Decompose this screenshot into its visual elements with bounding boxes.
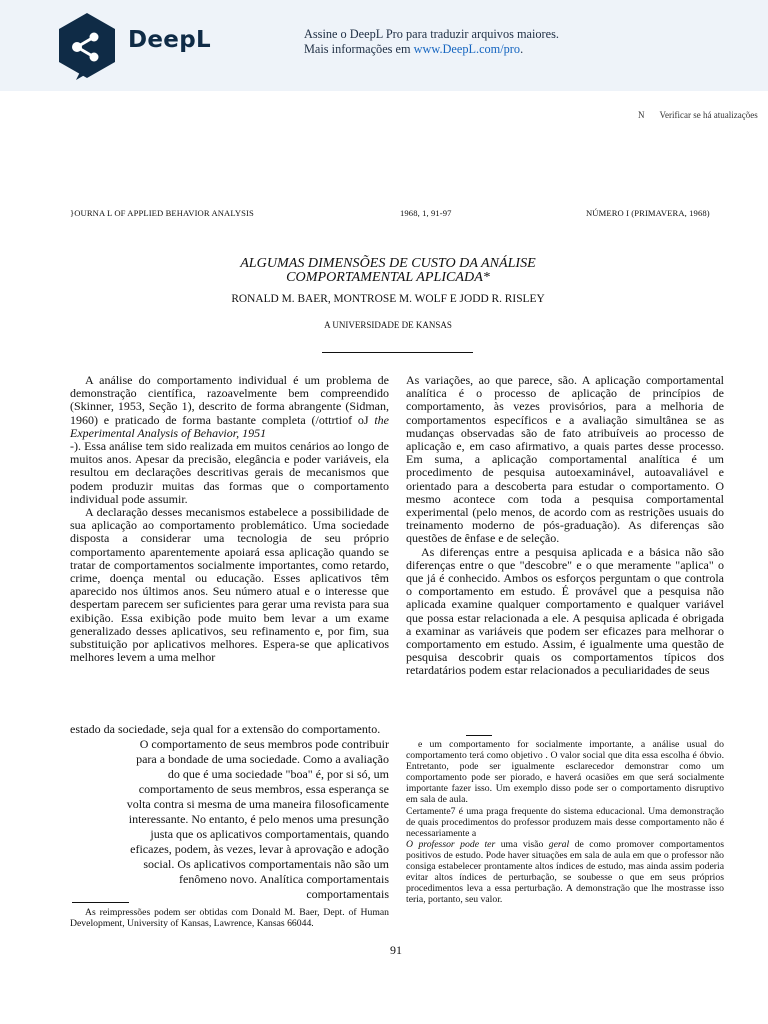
promo-prefix: Mais informações em bbox=[304, 42, 414, 56]
left-p3-line: O comportamento de seus membros pode contribuir bbox=[139, 737, 389, 751]
left-p3-line: social. Os aplicativos comportamentais não são um bbox=[143, 857, 389, 871]
left-paragraph-2-tail: estado da sociedade, seja qual for a extensão do comportamento. bbox=[70, 722, 381, 736]
right-note-2: Certamente7 é uma praga frequente do sistema educacional. Uma demonstração de quais procedimentos do professor produzem mais desse comportamento não é necessariamente a bbox=[406, 805, 724, 839]
left-paragraph-1 bbox=[70, 374, 389, 440]
left-p3-line: comportamentais bbox=[306, 887, 389, 901]
deepl-logo-icon bbox=[56, 12, 118, 80]
footnote bbox=[70, 907, 389, 929]
right-column bbox=[406, 374, 724, 678]
right-note-3-rest: de como promover comportamentos positivos de estudo. Pode haver situações em sala de aula em que o professor não consiga estabelecer prontamente altos índices de estudo, mas ainda assim poderia evitar altos índices de perturbação, se soubesse o que em seus próprios procedimentos leva a essa perturbação. A demonstração que lhe mostrasse isso teria, portanto, seu valor. bbox=[406, 838, 724, 906]
left-p1-italic: the Experimental Analysis of Behavior, 1951 bbox=[70, 412, 389, 440]
left-paragraph-1-cont: -). Essa análise tem sido realizada em muitos cenários ao longo de muitos anos. Apesar da precisão, elegância e poder variáveis, ela resultou em declarações descritivas gerais de mecanismos que podem produzir muitas das formas que o comportamento individual pode assumir. bbox=[70, 439, 389, 506]
promo-line-1: Assine o DeepL Pro para traduzir arquivos maiores. bbox=[304, 27, 559, 41]
update-letter: N bbox=[638, 110, 645, 120]
journal-number: NÚMERO I (PRIMAVERA, 1968) bbox=[586, 208, 710, 218]
right-paragraph-1: As variações, ao que parece, são. A aplicação comportamental analítica é o processo de aplicação de princípios de comportamento, às vezes provisórios, para a melhoria de comportamentos específicos e a avaliação simultânea se as mudanças observadas são de fato atribuíveis ao processo de aplicação e, em caso afirmativo, a quais partes desse processo. Em suma, a aplicação comportamental analítica é um procedimento de pesquisa autoexaminável, autoavaliável e orientado para a descoberta para estudar o comportamento. O mesmo acontece com toda a pesquisa comportamental experimental (pelo menos, de acordo com as restrições usuais do treinamento moderno de pós-graduação). As diferenças são questões de ênfase e de seleção. bbox=[406, 373, 724, 546]
journal-volume: 1968, 1, 91-97 bbox=[400, 208, 452, 218]
right-note-3-italic: O professor pode ter bbox=[406, 838, 496, 850]
right-note-3 bbox=[406, 839, 724, 906]
deepl-pro-link[interactable]: www.DeepL.com/pro bbox=[413, 42, 521, 56]
deepl-banner bbox=[0, 0, 768, 91]
left-p3-line: fenômeno novo. Analítica comportamentais bbox=[179, 872, 389, 886]
right-paragraph-2: As diferenças entre a pesquisa aplicada e a básica não são diferenças entre o que "descobre" e o que meramente "aplica" o que já é conhecido. Ambos os esforços perguntam o que controla o comportamento em estudo. É provável que a pesquisa não aplicada examine qualquer comportamento e qualquer variável que possa estar relacionada a ele. A pesquisa aplicada é obrigada a examinar as variáveis que podem ser eficazes para melhorar o comportamento em estudo. Assim, é igualmente uma questão de pesquisa descobrir quais os comportamentos típicos dos retardatários podem estar relacionados a peculiaridades de seus bbox=[406, 544, 724, 678]
deepl-logo-text: DeepL bbox=[128, 27, 211, 53]
page-number: 91 bbox=[390, 943, 402, 957]
article-university: A UNIVERSIDADE DE KANSAS bbox=[324, 320, 452, 330]
left-p3-line: volta contra si mesma de uma maneira filosoficamente bbox=[126, 797, 389, 811]
article-title-line-2: COMPORTAMENTAL APLICADA* bbox=[286, 269, 490, 285]
title-divider bbox=[322, 352, 473, 353]
left-p1-text: A análise do comportamento individual é um problema de demonstração científica, razoavelmente bem compreendido (Skinner, 1953, Seção 1), descrito de forma abrangente (Sidman, 1960) e praticado de forma bastante completa (/ottrtiof oJ bbox=[70, 373, 389, 427]
footnote-text: As reimpressões podem ser obtidas com Donald M. Baer, Dept. of Human Development, University of Kansas, Lawrence, Kansas 66044. bbox=[70, 907, 389, 930]
promo-message bbox=[304, 27, 559, 57]
right-note-1: e um comportamento for socialmente importante, a análise usual do comportamento terá como objetivo . O valor social que dita essa escolha é óbvio. Entretanto, pode ser igualmente esclarecedor demonstrar como um comportamento pode ser piorado, e haverá ocasiões em que será socialmente importante fazer isso. Um exemplo disso pode ser o comportamento disruptivo em sala de aula. bbox=[406, 739, 724, 806]
left-p3-line: comportamento de seus membros, essa esperança se bbox=[138, 782, 389, 796]
right-note-3-mid: uma visão bbox=[495, 838, 549, 850]
promo-suffix: . bbox=[520, 42, 524, 56]
left-p3-line: do que é uma sociedade "boa" é, por si só, um bbox=[167, 767, 389, 781]
article-title-line-1: ALGUMAS DIMENSÕES DE CUSTO DA ANÁLISE bbox=[240, 255, 536, 271]
right-notes bbox=[406, 739, 724, 905]
update-check[interactable] bbox=[638, 110, 758, 120]
left-p3-line: eficazes, podem, às vezes, levar à aprovação e adoção bbox=[130, 842, 389, 856]
promo-line-2 bbox=[304, 42, 559, 57]
article-authors: RONALD M. BAER, MONTROSE M. WOLF E JODD R. RISLEY bbox=[231, 293, 545, 305]
left-paragraph-3 bbox=[66, 737, 389, 902]
left-paragraph-2: A declaração desses mecanismos estabelece a possibilidade de sua aplicação ao comportamento problemático. Uma sociedade disposta a considerar uma tecnologia de seu próprio comportamento aparentemente apoiará essa aplicação quando se tratar de comportamentos socialmente importantes, como retardo, crime, doença mental ou educação. Esses aplicativos têm aparecido nos últimos anos. Seu número atual e o interesse que despertam parecem ser suficientes para gerar uma revista para sua exibição. Essa exibição pode muito bem levar a um exame generalizado desses aplicativos, seu refinamento e, por fim, sua substituição por aplicativos melhores. Espera-se que aplicativos melhores levem a uma melhor bbox=[70, 505, 389, 665]
right-note-3-italic-2: geral bbox=[548, 838, 570, 850]
journal-name: }OURNA L OF APPLIED BEHAVIOR ANALYSIS bbox=[70, 208, 254, 218]
left-p3-line: para a bondade de uma sociedade. Como a avaliação bbox=[136, 752, 389, 766]
footnote-divider bbox=[72, 902, 129, 903]
right-note-divider bbox=[466, 735, 492, 736]
update-check-label[interactable]: Verificar se há atualizações bbox=[659, 110, 758, 120]
left-p3-line: interessante. No entanto, é pelo menos uma presunção bbox=[128, 812, 389, 826]
left-p3-line: justa que os aplicativos comportamentais, quando bbox=[150, 827, 389, 841]
left-column bbox=[70, 374, 389, 664]
